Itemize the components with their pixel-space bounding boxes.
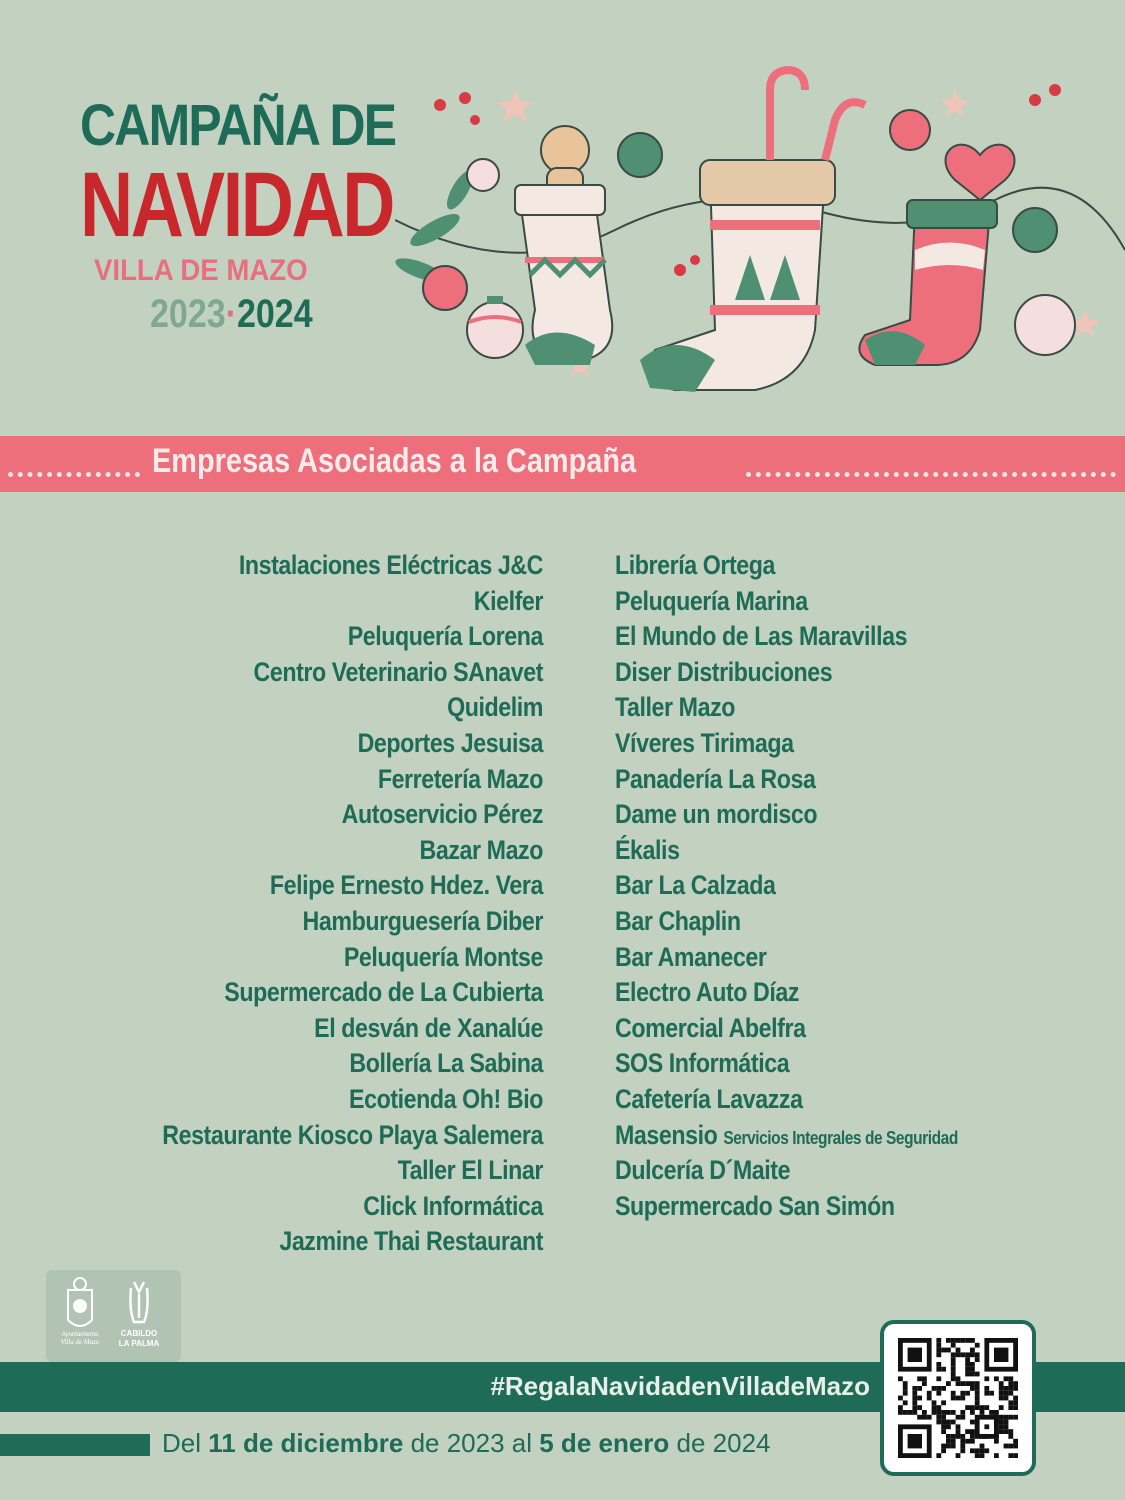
list-item: Bar Amanecer xyxy=(615,941,767,972)
section-banner xyxy=(0,436,1125,492)
list-item: Instalaciones Eléctricas J&C xyxy=(238,550,544,580)
list-item: Dulcería D´Maite xyxy=(615,1155,791,1186)
year-end: 2024 xyxy=(236,292,313,336)
hashtag: #RegalaNavidadenVilladeMazo xyxy=(490,1371,870,1401)
list-item: Peluquería Lorena xyxy=(347,621,543,652)
companies-list-right xyxy=(615,548,1115,1224)
company-name: Masensio xyxy=(615,1119,718,1150)
ayuntamiento-line1: Ayuntamiento xyxy=(61,1332,99,1338)
institution-logos xyxy=(46,1270,181,1362)
date-end: 5 de enero xyxy=(539,1428,670,1458)
qr-code[interactable] xyxy=(880,1320,1036,1476)
list-item: Quidelim xyxy=(447,692,543,723)
list-item: Centro Veterinario SAnavet xyxy=(253,656,544,687)
stocking-icon xyxy=(859,200,997,365)
heart-icon xyxy=(945,145,1014,200)
qr-code-icon xyxy=(898,1338,1018,1458)
list-item: Electro Auto Díaz xyxy=(615,977,800,1008)
list-item: El Mundo de Las Maravillas xyxy=(615,621,908,652)
title-line-villa: VILLA DE MAZO xyxy=(94,254,308,287)
list-item: Kielfer xyxy=(473,585,543,616)
list-item: Bazar Mazo xyxy=(419,834,543,865)
title-line-campana: CAMPAÑA DE xyxy=(80,93,396,158)
list-item: Ékalis xyxy=(615,834,680,865)
cabildo-line2: LA PALMA xyxy=(118,1339,160,1348)
christmas-stockings-illustration xyxy=(395,60,1125,420)
date-accent-bar xyxy=(0,1434,150,1456)
campaign-dates: Del 11 de diciembre de 2023 al 5 de enero de 2024 xyxy=(162,1428,771,1458)
list-item: Ferretería Mazo xyxy=(377,763,543,794)
list-item: Supermercado de La Cubierta xyxy=(224,977,543,1008)
list-item: Comercial Abelfra xyxy=(615,1012,806,1043)
list-item: Bollería La Sabina xyxy=(349,1048,543,1079)
list-item: Bar La Calzada xyxy=(615,870,776,901)
list-item: El desván de Xanalúe xyxy=(314,1012,543,1043)
list-item: Cafetería Lavazza xyxy=(615,1083,803,1114)
list-item: Click Informática xyxy=(363,1190,543,1221)
list-item: Panadería La Rosa xyxy=(615,763,816,794)
year-separator: · xyxy=(225,292,237,336)
date-start: 11 de diciembre xyxy=(208,1428,404,1458)
cabildo-line1: CABILDO xyxy=(120,1329,158,1338)
list-item: Jazmine Thai Restaurant xyxy=(279,1226,543,1257)
list-item: Felipe Ernesto Hdez. Vera xyxy=(269,870,543,901)
list-item: Taller El Linar xyxy=(397,1155,543,1186)
companies-list-left xyxy=(43,548,543,1260)
banner-dotted-line-left xyxy=(8,446,140,477)
list-item: Diser Distribuciones xyxy=(615,656,833,687)
list-item: Librería Ortega xyxy=(615,550,776,580)
list-item: Restaurante Kiosco Playa Salemera xyxy=(162,1119,543,1150)
list-item: Víveres Tirimaga xyxy=(615,727,794,758)
company-subtitle: Servicios Integrales de Seguridad xyxy=(723,1127,958,1148)
list-item: Taller Mazo xyxy=(615,692,736,723)
list-item: Bar Chaplin xyxy=(615,905,741,936)
title-years xyxy=(150,289,354,339)
title-line-navidad: NAVIDAD xyxy=(80,154,394,256)
list-item: Deportes Jesuisa xyxy=(357,727,543,758)
list-item: Peluquería Montse xyxy=(343,941,543,972)
list-item: Hamburguesería Diber xyxy=(302,905,543,936)
campaign-title xyxy=(80,93,396,339)
banner-title: Empresas Asociadas a la Campaña xyxy=(152,442,637,480)
ayuntamiento-logo xyxy=(46,1270,181,1362)
list-item: SOS Informática xyxy=(615,1048,790,1079)
list-item: Autoservicio Pérez xyxy=(341,799,543,830)
banner-dotted-line-right xyxy=(746,446,1116,477)
stocking-icon xyxy=(515,185,612,365)
list-item: Supermercado San Simón xyxy=(615,1190,895,1221)
stocking-icon xyxy=(640,70,865,392)
ayuntamiento-line2: Villa de Mazo xyxy=(60,1338,100,1346)
year-start: 2023 xyxy=(150,292,226,336)
list-item: Dame un mordisco xyxy=(615,799,818,830)
list-item: Peluquería Marina xyxy=(615,585,808,616)
list-item: Ecotienda Oh! Bio xyxy=(349,1083,543,1114)
list-item-masensio xyxy=(615,1118,1045,1154)
